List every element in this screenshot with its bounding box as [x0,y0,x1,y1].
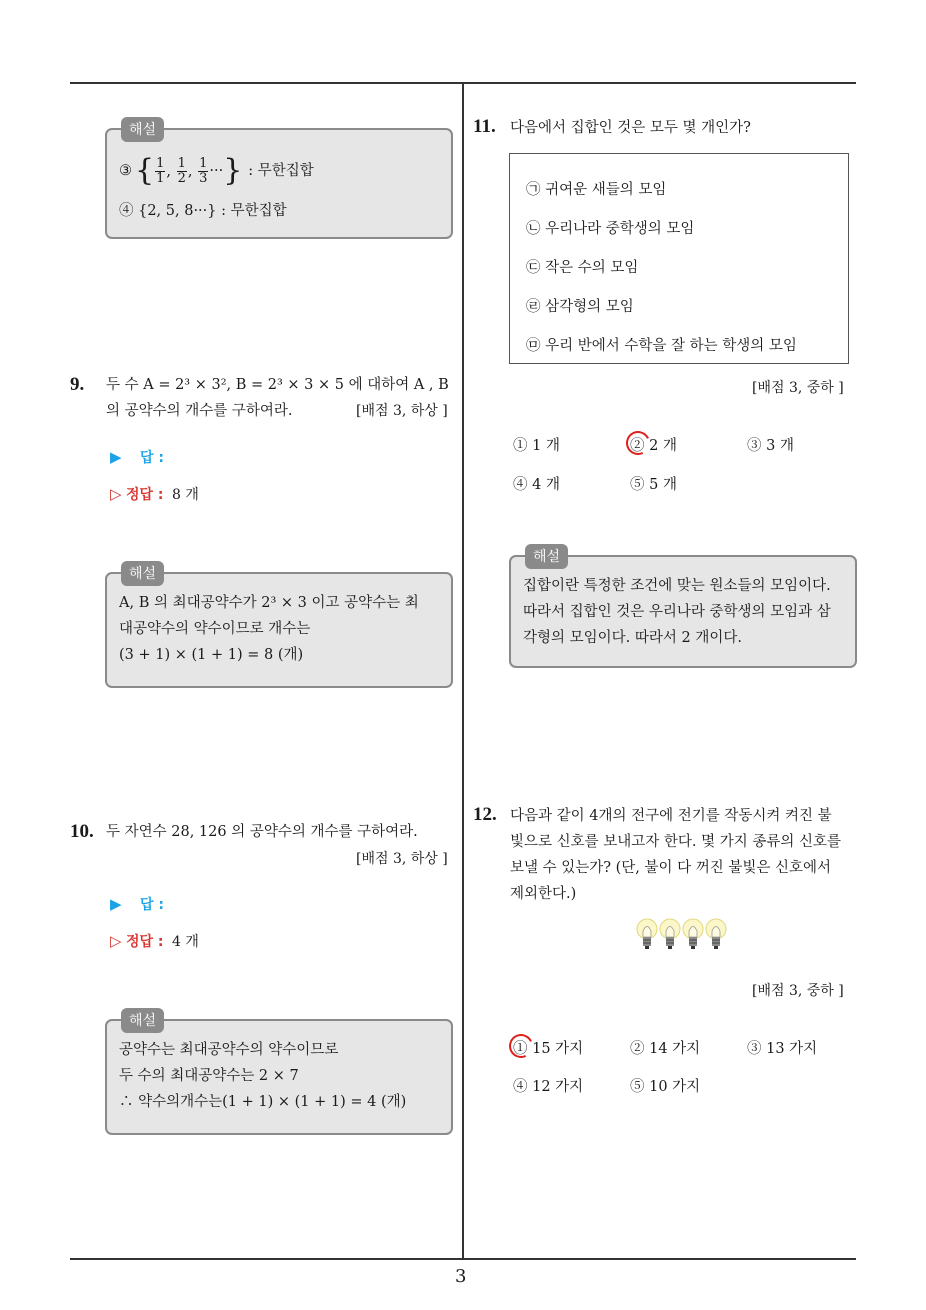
q11-expl-line: 집합이란 특정한 조건에 맞는 원소들의 모임이다. [523,578,831,594]
page-number: 3 [455,1266,467,1287]
lightbulb-icon [637,919,657,949]
q11-explanation-box [509,549,857,668]
bottom-rule [70,1258,856,1260]
q11-item: ㉤ 우리 반에서 수학을 잘 하는 학생의 모임 [526,338,797,354]
fraction-list: $\frac{1}{1}$ , $\frac{1}{2}$ , $\frac{1}{3}$ [156,155,208,186]
q8-explanation-box [105,122,453,239]
q9-text-line1: 두 수 A = 2³ × 3², B = 2³ × 3 × 5 에 대하여 A , B [106,377,449,393]
q11-option-4[interactable]: ④ 4 개 [513,477,560,493]
q9-text-line2: 의 공약수의 개수를 구하여라. [106,403,293,419]
q8-expl-line4: ④ {2, 5, 8···} : 무한집합 [119,203,287,219]
q9-expl-line: 대공약수의 약수이므로 개수는 [119,621,311,637]
q12-option-5[interactable]: ⑤ 10 가지 [630,1079,701,1095]
q10-text-line1: 두 자연수 28, 126 의 공약수의 개수를 구하여라. [106,824,418,840]
fraction: $\frac{1}{3}$ [199,155,208,186]
q11-meta: [배점 3, 중하 ] [752,380,844,396]
q12-option-1[interactable]: ① 15 가지 [513,1041,584,1057]
q9-expl-line: (3 + 1) × (1 + 1) = 8 (개) [119,647,304,663]
q11-item: ㉢ 작은 수의 모임 [526,260,639,276]
q12-number: 12. [473,804,497,825]
q10-correct-row: ▷ 정답 : 4 개 [110,932,199,950]
q9-explanation-box [105,566,453,688]
q11-expl-line: 각형의 모임이다. 따라서 2 개이다. [523,630,742,646]
explanation-tab: 해설 [121,1008,164,1033]
q9-answer-row: ▶ 답 : [110,448,164,466]
triangle-outline-icon: ▷ [110,932,122,950]
q12-option-2[interactable]: ② 14 가지 [630,1041,701,1057]
q10-explanation-box [105,1013,453,1135]
q11-option-2[interactable]: ② 2 개 [630,438,677,454]
q11-text-line1: 다음에서 집합인 것은 모두 몇 개인가? [510,120,751,136]
q9-number: 9. [70,374,85,395]
q8-expl-line3: ③ { $\frac{1}{1}$ , $\frac{1}{2}$ , $\frac{1}{3}$ ··· } : 무한집합 [119,153,314,188]
play-icon: ▶ [110,895,122,913]
fraction: $\frac{1}{1}$ [156,155,165,186]
q11-item: ㉡ 우리나라 중학생의 모임 [526,221,695,237]
q11-expl-line: 따라서 집합인 것은 우리나라 중학생의 모임과 삼 [523,604,831,620]
q10-number: 10. [70,821,94,842]
q12-option-3[interactable]: ③ 13 가지 [747,1041,818,1057]
q12-text-line: 다음과 같이 4개의 전구에 전기를 작동시켜 켜진 불 [510,808,832,824]
q11-number: 11. [473,116,496,137]
lightbulb-icon [660,919,680,949]
fraction: $\frac{1}{2}$ [177,155,186,186]
q12-option-4[interactable]: ④ 12 가지 [513,1079,584,1095]
q10-answer-row: ▶ 답 : [110,895,164,913]
q12-text-line: 빛으로 신호를 보내고자 한다. 몇 가지 종류의 신호를 [510,834,842,850]
q11-option-1[interactable]: ① 1 개 [513,438,560,454]
q10-expl-line: ∴ 약수의개수는(1 + 1) × (1 + 1) = 4 (개) [119,1094,407,1110]
q12-meta: [배점 3, 중하 ] [752,983,844,999]
triangle-outline-icon: ▷ [110,485,122,503]
q11-item: ㉣ 삼각형의 모임 [526,299,634,315]
q11-option-3[interactable]: ③ 3 개 [747,438,794,454]
q11-item-box [509,153,849,364]
play-icon: ▶ [110,448,122,466]
q9-expl-line: A, B 의 최대공약수가 2³ × 3 이고 공약수는 최 [119,595,419,611]
bulb-figure [636,918,728,956]
q11-item: ㉠ 귀여운 새들의 모임 [526,182,667,198]
q10-expl-line: 두 수의 최대공약수는 2 × 7 [119,1068,299,1084]
explanation-tab: 해설 [121,117,164,142]
q9-correct-row: ▷ 정답 : 8 개 [110,485,199,503]
q10-meta: [배점 3, 하상 ] [356,851,448,867]
q10-expl-line: 공약수는 최대공약수의 약수이므로 [119,1042,339,1058]
lightbulb-icon [683,919,703,949]
q9-meta: [배점 3, 하상 ] [356,403,448,419]
q12-text-line: 보낼 수 있는가? (단, 불이 다 꺼진 불빛은 신호에서 [510,860,832,876]
column-divider [462,84,464,1259]
q12-text-line: 제외한다.) [510,886,577,902]
q11-option-5[interactable]: ⑤ 5 개 [630,477,677,493]
explanation-tab: 해설 [121,561,164,586]
explanation-tab: 해설 [525,544,568,569]
lightbulb-icon [706,919,726,949]
